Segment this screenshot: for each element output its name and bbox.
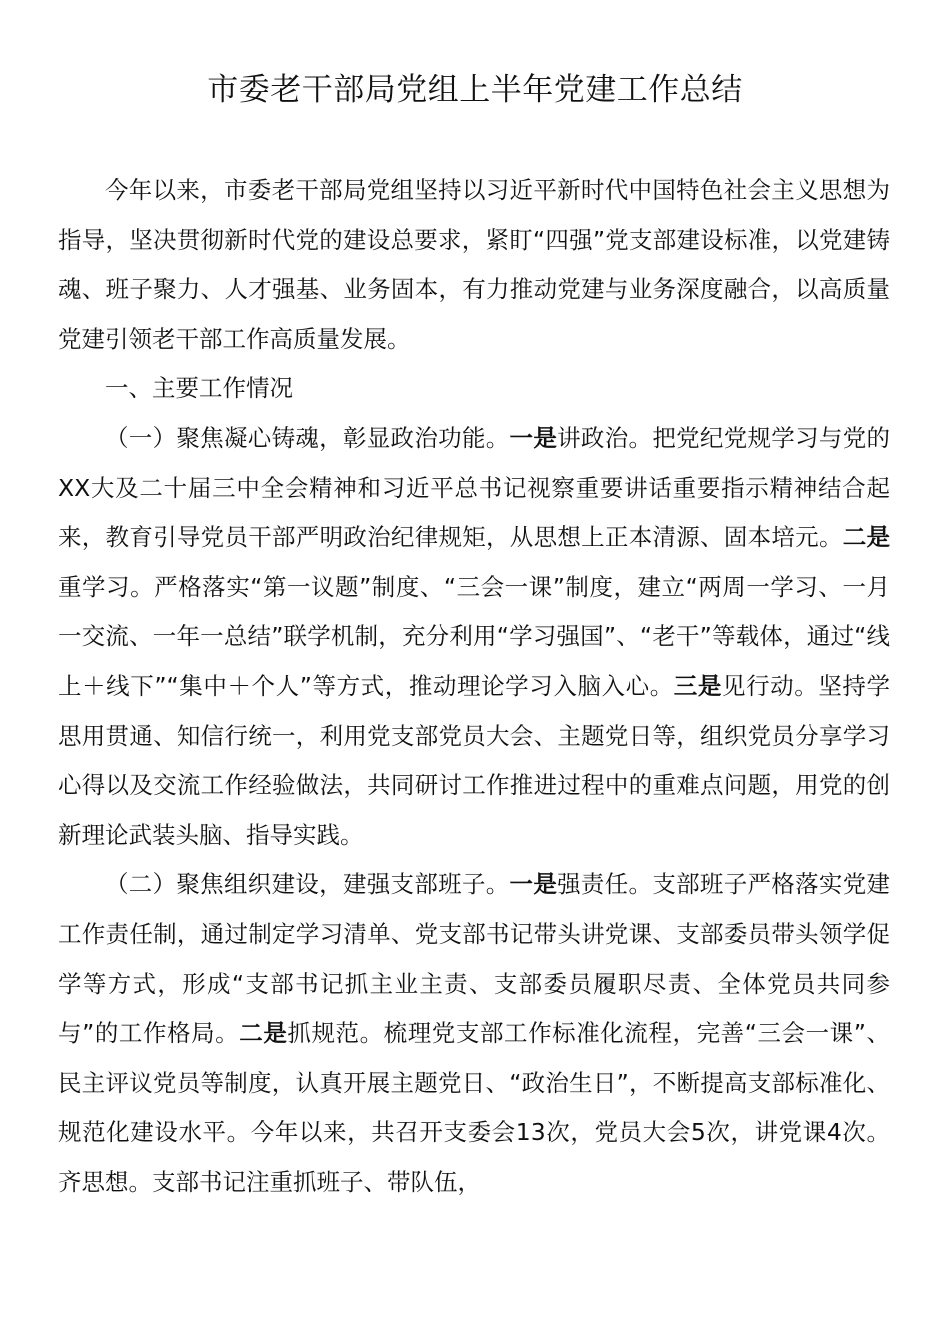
point-text: 抓规范。梳理党支部工作标准化流程，完善“三会一课”、民主评议党员等制度，认真开展主题党日、“政治生日”，不断提高支部标准化、规范化建设水平。今年以来，共召开支委会13次，党员大会5次，讲党课4次。齐思想。支部书记注重抓班子、带队伍， bbox=[58, 1019, 890, 1196]
paragraph-political-function bbox=[58, 414, 890, 860]
paragraph-lead: （二）聚焦组织建设，建强支部班子。 bbox=[105, 870, 510, 899]
point-text: 讲政治。把党纪党规学习与党的XX大及二十届三中全会精神和习近平总书记视察重要讲话重要指示精神结合起来，教育引导党员干部严明政治纪律规矩，从思想上正本清源、固本培元。 bbox=[58, 423, 890, 552]
point-text: 重学习。严格落实“第一议题”制度、“三会一课”制度，建立“两周一学习、一月一交流、一年一总结”联学机制，充分利用“学习强国”、“老干”等载体，通过“线上＋线下”“集中＋个人”等方式，推动理论学习入脑入心。 bbox=[58, 572, 890, 700]
document-body bbox=[58, 166, 890, 1207]
section-heading: 一、主要工作情况 bbox=[105, 374, 293, 403]
point-text: 强责任。支部班子严格落实党建工作责任制，通过制定学习清单、党支部书记带头讲党课、支部委员带头领学促学等方式，形成“支部书记抓主业主责、支部委员履职尽责、全体党员共同参与”的工作格局。 bbox=[58, 870, 890, 1048]
paragraph-lead: （一）聚焦凝心铸魂，彰显政治功能。 bbox=[105, 423, 510, 452]
point-marker: 三是 bbox=[673, 671, 722, 700]
point-marker: 一是 bbox=[509, 870, 558, 899]
point-marker: 一是 bbox=[509, 423, 558, 452]
point-marker: 二是 bbox=[239, 1019, 288, 1048]
point-text: 见行动。坚持学思用贯通、知信行统一，利用党支部党员大会、主题党日等，组织党员分享学习心得以及交流工作经验做法，共同研讨工作推进过程中的重难点问题，用党的创新理论武装头脑、指导实践。 bbox=[58, 671, 891, 849]
intro-paragraph: 今年以来，市委老干部局党组坚持以习近平新时代中国特色社会主义思想为指导，坚决贯彻新时代党的建设总要求，紧盯“四强”党支部建设标准，以党建铸魂、班子聚力、人才强基、业务固本，有力推动党建与业务深度融合，以高质量党建引领老干部工作高质量发展。 bbox=[58, 176, 890, 353]
document-title: 市委老干部局党组上半年党建工作总结 bbox=[207, 72, 743, 108]
paragraph-organization bbox=[58, 860, 890, 1207]
point-marker: 二是 bbox=[842, 523, 891, 552]
